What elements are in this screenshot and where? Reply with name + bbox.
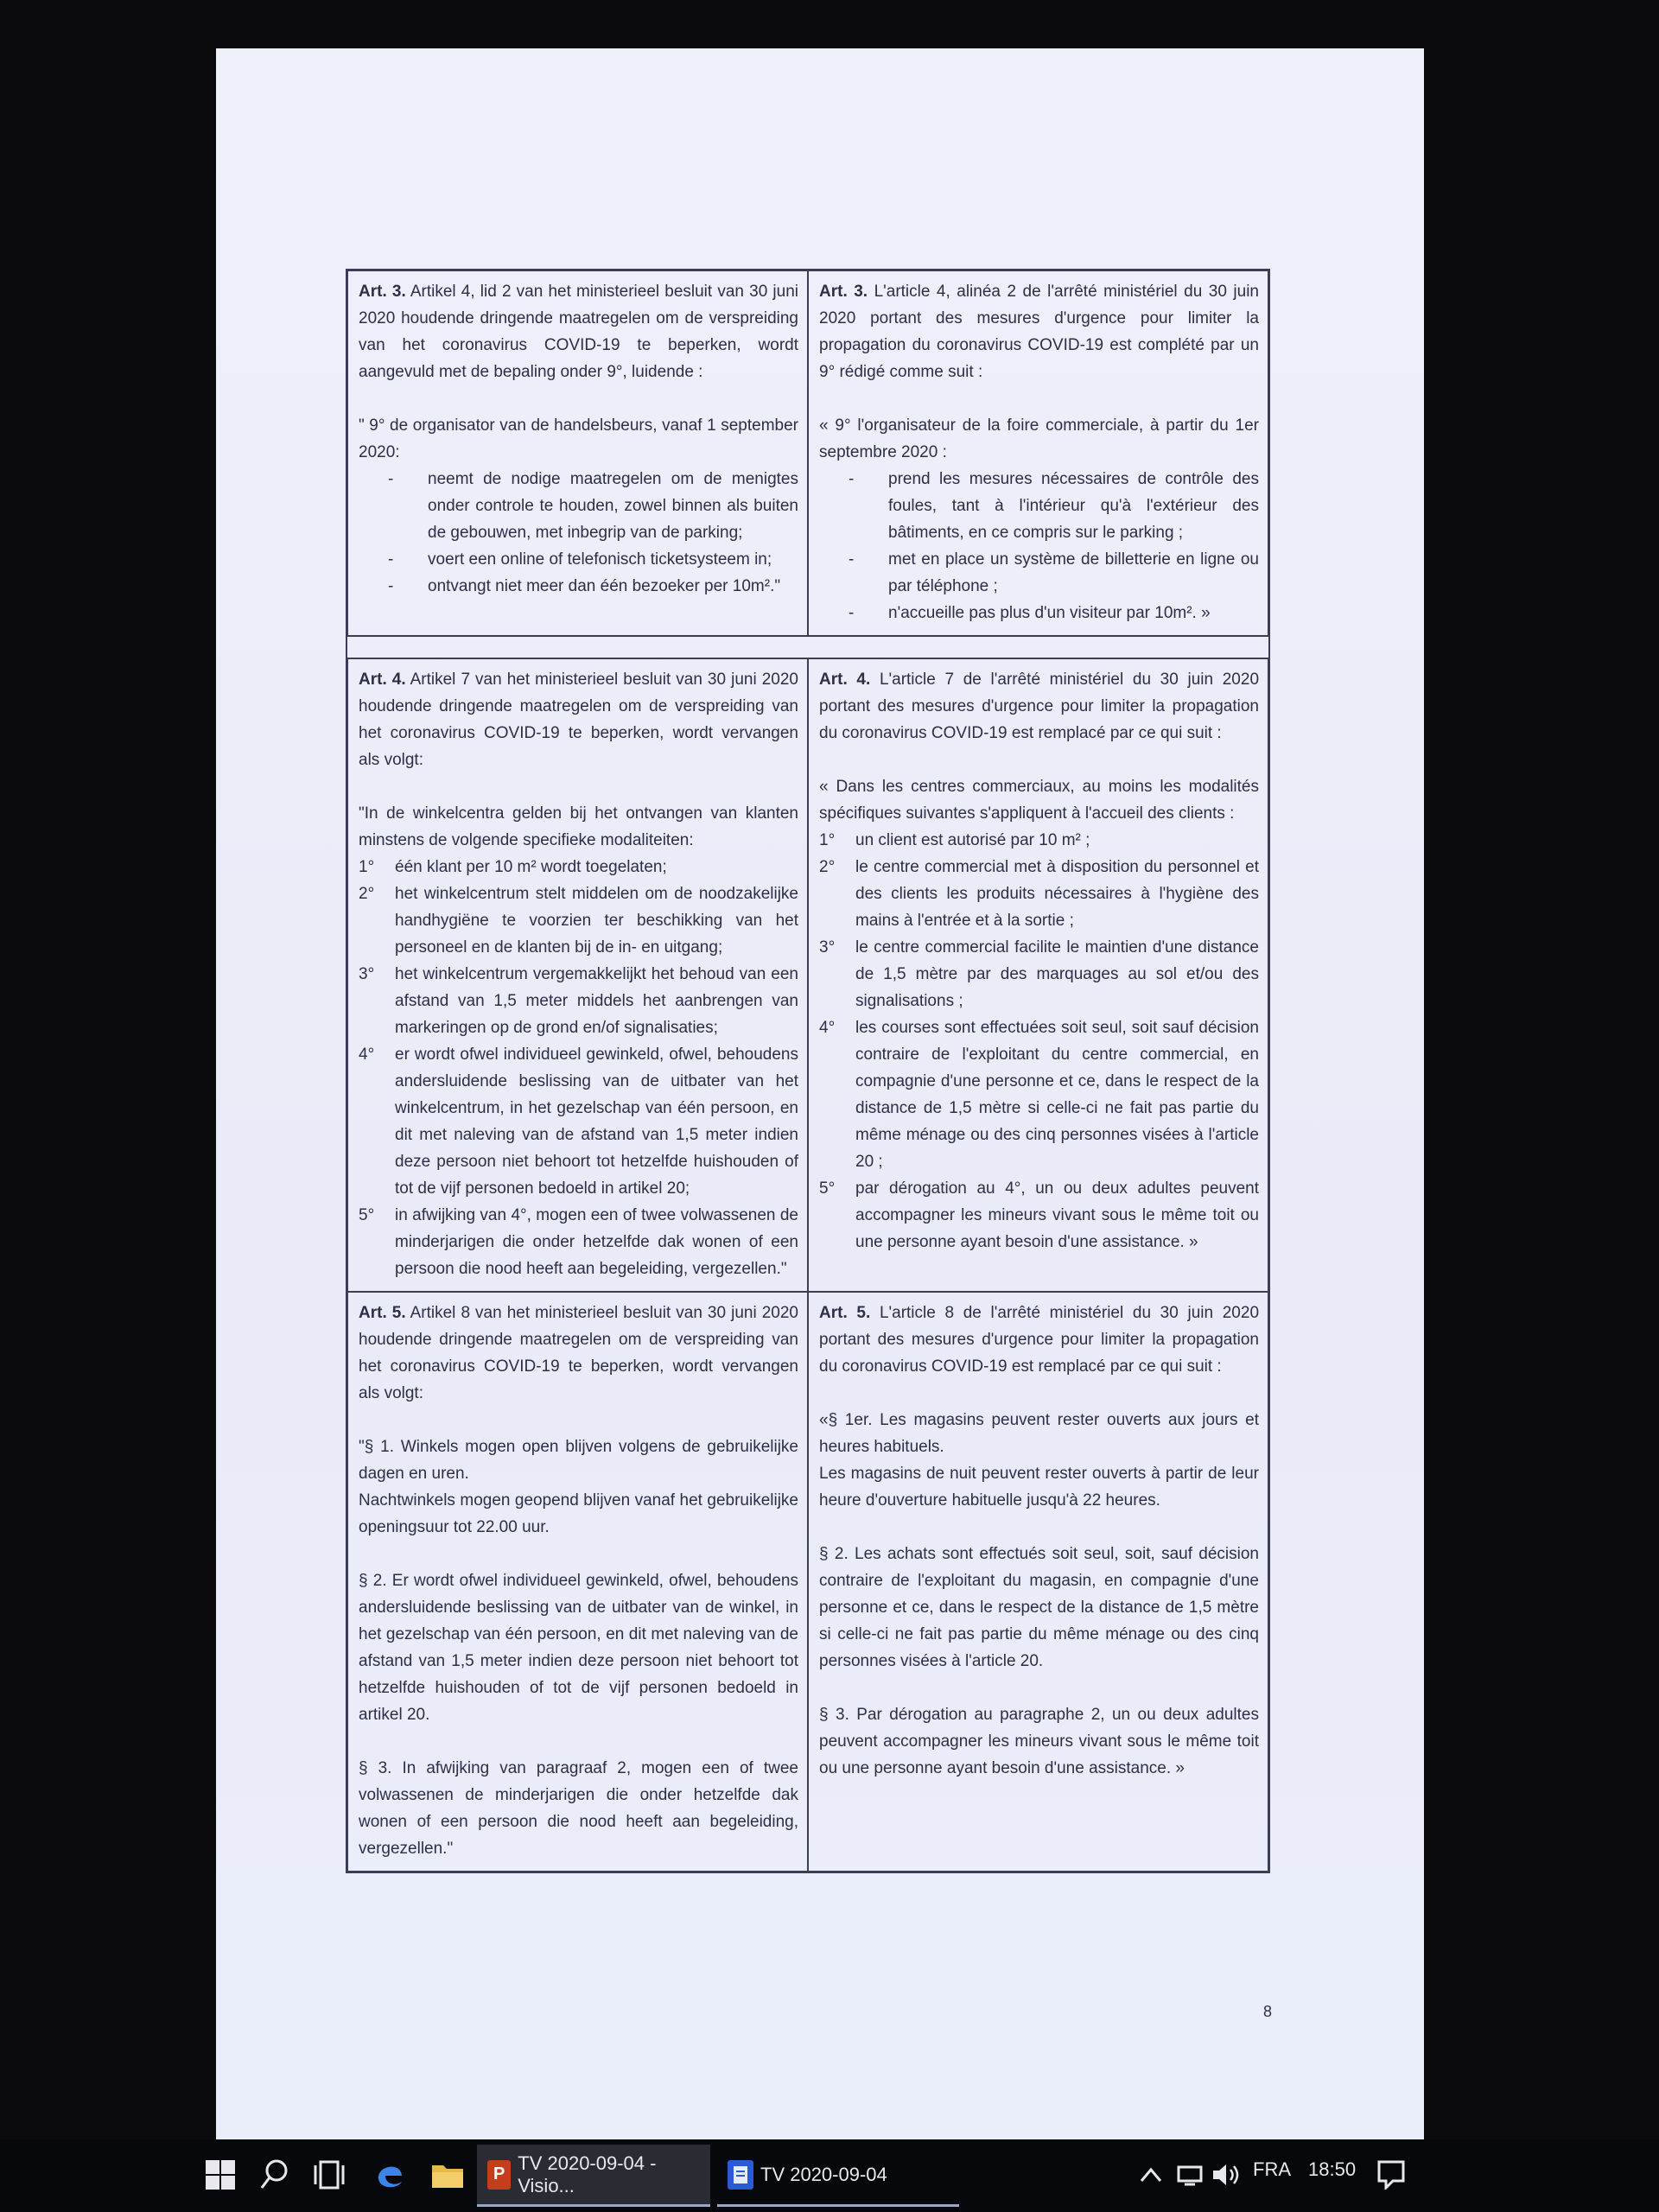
list-item: 4° les courses sont effectuées soit seul, soit sauf décision contraire de l'exploitant du centre commercial, en compagnie d'une personne et ce, dans le respect de la distance de 1,5 mètre si celle-ci ne fait pas partie du même ménage ou des cinq personnes visées à l'article 20 ;: [819, 1019, 1259, 1171]
article-intro: L'article 8 de l'arrêté ministériel du 30 juin 2020 portant des mesures d'urgence pour limiter la propagation du coronavirus COVID-19 est remplacé par ce qui suit :: [819, 1304, 1260, 1376]
article-label: Art. 4.: [819, 671, 871, 689]
speaker-icon: [1211, 2162, 1241, 2188]
article-intro: L'article 7 de l'arrêté ministériel du 30 juin 2020 portant des mesures d'urgence pour limiter la propagation du coronavirus COVID-19 est remplacé par ce qui suit :: [819, 671, 1260, 742]
list-item: 1° één klant per 10 m² wordt toegelaten;: [359, 858, 667, 876]
cell-nl-art4: [347, 658, 808, 1292]
paragraph: "§ 1. Winkels mogen open blijven volgens de gebruikelijke dagen en uren.: [359, 1438, 798, 1483]
taskbar-app-document[interactable]: [717, 2145, 959, 2207]
notification-icon: [1377, 2160, 1405, 2190]
quote-start: « Dans les centres commerciaux, au moins les modalités spécifiques suivantes s'appliquent à l'accueil des clients :: [819, 778, 1259, 823]
list-item: 3° le centre commercial facilite le maintien d'une distance de 1,5 mètre par des marquages au sol et/ou des signalisations ;: [819, 938, 1259, 1010]
cell-nl-art3: [347, 270, 808, 636]
article-intro: Artikel 7 van het ministerieel besluit van 30 juni 2020 houdende dringende maatregelen om de verspreiding van het coronavirus COVID-19 te beperken, wordt vervangen als volgt:: [359, 671, 798, 769]
cell-fr-art5: [808, 1292, 1268, 1872]
action-center-button[interactable]: [1377, 2160, 1405, 2190]
windows-logo-icon: [206, 2160, 235, 2190]
paragraph: § 3. Par dérogation au paragraphe 2, un ou deux adultes peuvent accompagner les mineurs vivant sous le même toit ou une personne ayant besoin d'une assistance. »: [819, 1706, 1259, 1777]
list-item: - voert een online of telefonisch ticketsysteem in;: [388, 550, 772, 569]
article-intro: Artikel 8 van het ministerieel besluit van 30 juni 2020 houdende dringende maatregelen om de verspreiding van het coronavirus COVID-19 te beperken, wordt vervangen als volgt:: [359, 1304, 798, 1402]
cell-nl-art5: [347, 1292, 808, 1872]
paragraph: Nachtwinkels mogen geopend blijven vanaf het gebruikelijke openingsuur tot 22.00 uur.: [359, 1491, 798, 1536]
network-icon: [1177, 2164, 1203, 2186]
article-label: Art. 4.: [359, 671, 406, 689]
paragraph: § 3. In afwijking van paragraaf 2, mogen een of twee volwassenen de minderjarigen die onder hetzelfde dak wonen of een persoon die nood heeft aan begeleiding, vergezellen.": [359, 1759, 798, 1858]
taskbar: [0, 2139, 1659, 2212]
paragraph: «§ 1er. Les magasins peuvent rester ouverts aux jours et heures habituels.: [819, 1411, 1259, 1456]
list-item: 3° het winkelcentrum vergemakkelijkt het behoud van een afstand van 1,5 meter middels het aanbrengen van markeringen op de grond en/of signalisaties;: [359, 965, 798, 1037]
task-view-icon: [313, 2158, 346, 2191]
show-hidden-icons-button[interactable]: [1139, 2165, 1163, 2184]
chevron-up-icon: [1139, 2165, 1163, 2184]
article-intro: Artikel 4, lid 2 van het ministerieel besluit van 30 juni 2020 houdende dringende maatregelen om de verspreiding van het coronavirus COVID-19 te beperken, wordt aangevuld met de bepaling onder 9°, luidende :: [359, 283, 798, 381]
folder-icon: [430, 2160, 465, 2190]
article-label: Art. 3.: [819, 283, 868, 301]
article-label: Art. 5.: [359, 1304, 406, 1322]
list-item: - n'accueille pas plus d'un visiteur par 10m². »: [849, 604, 1211, 622]
bilingual-table: [346, 269, 1270, 1873]
app-badge-icon: P: [487, 2160, 511, 2190]
taskbar-app-label: TV 2020-09-04 - Visio...: [518, 2152, 657, 2196]
quote-start: « 9° l'organisateur de la foire commerciale, à partir du 1er septembre 2020 :: [819, 416, 1259, 461]
page-number: 8: [1263, 2003, 1273, 2020]
search-button[interactable]: [259, 2158, 290, 2191]
list-item: 5° in afwijking van 4°, mogen een of twee volwassenen de minderjarigen die onder hetzelfde dak wonen of een persoon die nood heeft aan begeleiding, vergezellen.": [359, 1206, 798, 1278]
paragraph: Les magasins de nuit peuvent rester ouverts à partir de leur heure d'ouverture habituelle jusqu'à 22 heures.: [819, 1465, 1259, 1510]
cell-fr-art4: [808, 658, 1268, 1292]
list-item: - neemt de nodige maatregelen om de menigtes onder controle te houden, zowel binnen als buiten de gebouwen, met inbegrip van de parking;: [388, 470, 798, 542]
taskbar-app-visio[interactable]: [477, 2145, 710, 2207]
file-explorer-button[interactable]: [430, 2160, 465, 2190]
list-item: 5° par dérogation au 4°, un ou deux adultes peuvent accompagner les mineurs vivant sous le même toit ou une personne ayant besoin d'une assistance. »: [819, 1179, 1259, 1251]
list-item: 2° le centre commercial met à disposition du personnel et des clients les produits nécessaires à l'hygiène des mains à l'entrée et à la sortie ;: [819, 858, 1259, 930]
list-item: 1° un client est autorisé par 10 m² ;: [819, 831, 1090, 849]
article-label: Art. 3.: [359, 283, 406, 301]
network-button[interactable]: [1177, 2164, 1203, 2186]
row-divider: [347, 636, 1268, 658]
list-item: - prend les mesures nécessaires de contrôle des foules, tant à l'intérieur qu'à l'extérieur des bâtiments, en ce compris sur le parking ;: [849, 470, 1259, 542]
article-label: Art. 5.: [819, 1304, 871, 1322]
document-page: [216, 48, 1424, 2139]
article-intro: L'article 4, alinéa 2 de l'arrêté ministériel du 30 juin 2020 portant des mesures d'urgence pour limiter la propagation du coronavirus COVID-19 est complété par un 9° rédigé comme suit :: [819, 283, 1259, 381]
edge-browser-button[interactable]: [373, 2158, 406, 2191]
paragraph: § 2. Er wordt ofwel individueel gewinkeld, ofwel, behoudens andersluidende beslissing van de uitbater van de winkel, in het gezelschap van één persoon, en dit met naleving van de afstand van 1,5 meter indien deze persoon niet behoort tot hetzelfde huishouden of tot de vijf personen bedoeld in artikel 20.: [359, 1572, 798, 1724]
cell-fr-art3: [808, 270, 1268, 636]
list-item: 4° er wordt ofwel individueel gewinkeld, ofwel, behoudens andersluidende beslissing van de uitbater van het winkelcentrum, in het gezelschap van één persoon, en dit met naleving van de afstand van 1,5 meter indien deze persoon niet behoort tot hetzelfde huishouden of tot de vijf personen bedoeld in artikel 20;: [359, 1046, 798, 1198]
quote-start: "In de winkelcentra gelden bij het ontvangen van klanten minstens de volgende specifieke modaliteiten:: [359, 804, 798, 849]
document-app-icon: [728, 2160, 753, 2190]
list-item: 2° het winkelcentrum stelt middelen om de noodzakelijke handhygiëne te voorzien ter beschikking van het personeel en de klanten bij de in- en uitgang;: [359, 885, 798, 957]
start-button[interactable]: [206, 2160, 235, 2190]
list-item: - met en place un système de billetterie en ligne ou par téléphone ;: [849, 550, 1259, 595]
list-item: - ontvangt niet meer dan één bezoeker per 10m².": [388, 577, 781, 595]
edge-browser-icon: [373, 2158, 406, 2191]
taskbar-app-label: TV 2020-09-04: [760, 2163, 887, 2185]
paragraph: § 2. Les achats sont effectués soit seul, soit, sauf décision contraire de l'exploitant du magasin, en compagnie d'une personne et ce, dans le respect de la distance de 1,5 mètre si celle-ci ne fait pas partie du même ménage ou des cinq personnes visées à l'article 20.: [819, 1545, 1259, 1670]
input-language-indicator[interactable]: FRA: [1253, 2158, 1291, 2180]
volume-button[interactable]: [1211, 2162, 1241, 2188]
search-icon: [259, 2158, 290, 2191]
task-view-button[interactable]: [313, 2158, 346, 2191]
clock[interactable]: 18:50: [1308, 2158, 1357, 2180]
quote-start: " 9° de organisator van de handelsbeurs, vanaf 1 september 2020:: [359, 416, 798, 461]
